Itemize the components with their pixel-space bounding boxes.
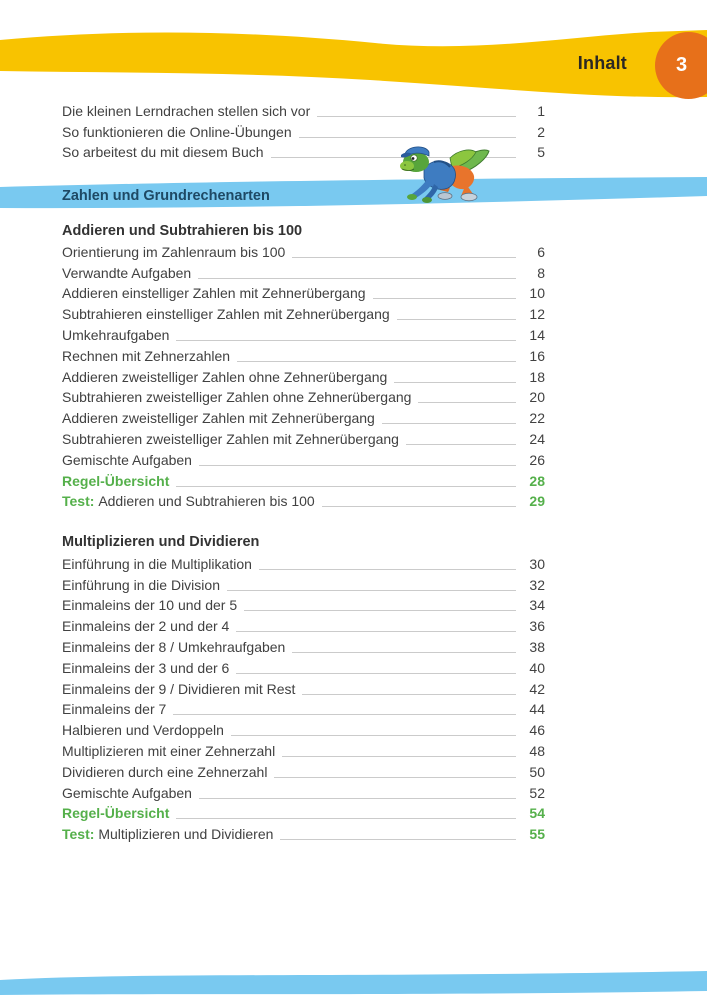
toc-row-page: 50 [529, 763, 545, 780]
toc-row [62, 99, 545, 120]
toc-row [62, 386, 545, 407]
toc-row-page: 20 [529, 389, 545, 406]
page-title: Inhalt [577, 53, 627, 73]
toc-row-page: 38 [529, 638, 545, 655]
section-2-toc-list [62, 552, 545, 843]
section-1-toc-list [62, 240, 545, 510]
toc-row-text: Subtrahieren zweistelliger Zahlen mit Zehnerübergang [62, 430, 399, 447]
toc-row-page: 44 [529, 701, 545, 718]
dotted-leader [176, 818, 516, 819]
toc-row-text: Multiplizieren und Dividieren [98, 826, 274, 843]
toc-row-page: 14 [529, 326, 545, 343]
toc-row-label [62, 805, 169, 822]
dotted-leader [322, 506, 516, 507]
toc-row-text: So arbeitest du mit diesem Buch [62, 144, 264, 161]
toc-row-text: Einführung in die Division [62, 576, 220, 593]
toc-row-label [62, 681, 295, 698]
section-heading: Addieren und Subtrahieren bis 100 [62, 223, 303, 239]
toc-row-page: 40 [529, 659, 545, 676]
toc-row [62, 240, 545, 261]
toc-row [62, 781, 545, 802]
toc-row-text: Addieren einstelliger Zahlen mit Zehnerübergang [62, 285, 366, 302]
dotted-leader [299, 137, 516, 138]
chapter-band-title: Zahlen und Grundrechenarten [62, 188, 270, 204]
toc-row-page: 32 [529, 576, 545, 593]
toc-row-page: 26 [529, 451, 545, 468]
toc-row [62, 469, 545, 490]
toc-row-label [62, 556, 252, 573]
toc-row [62, 698, 545, 719]
toc-row-text: Addieren zweistelliger Zahlen ohne Zehnerübergang [62, 368, 388, 385]
toc-row-label [62, 493, 315, 510]
toc-row-page: 5 [537, 144, 545, 161]
toc-row-label [62, 660, 229, 677]
toc-row-page: 34 [529, 597, 545, 614]
toc-row [62, 656, 545, 677]
dotted-leader [173, 714, 516, 715]
toc-row-page: 30 [529, 555, 545, 572]
toc-row-page: 29 [529, 493, 545, 510]
toc-row [62, 739, 545, 760]
toc-row-text: Gemischte Aufgaben [62, 784, 192, 801]
toc-row-text: Einmaleins der 8 / Umkehraufgaben [62, 638, 286, 655]
toc-row-label [62, 597, 237, 614]
toc-row-label [62, 431, 399, 448]
toc-row [62, 120, 545, 141]
toc-row-text: Addieren zweistelliger Zahlen mit Zehnerübergang [62, 410, 375, 427]
toc-row-label [62, 124, 292, 141]
dotted-leader [292, 652, 516, 653]
toc-row-label [62, 701, 166, 718]
toc-row-prefix: Test: [62, 493, 99, 510]
dotted-leader [199, 798, 516, 799]
toc-row-prefix: Test: [62, 826, 99, 843]
toc-row-label [62, 410, 375, 427]
footer-wave [0, 968, 707, 1000]
toc-row [62, 635, 545, 656]
toc-row-label [62, 103, 310, 120]
toc-row [62, 365, 545, 386]
toc-row-page: 12 [529, 306, 545, 323]
toc-row-text: Addieren und Subtrahieren bis 100 [98, 493, 315, 510]
dotted-leader [406, 444, 516, 445]
toc-row-page: 16 [529, 347, 545, 364]
dotted-leader [282, 756, 516, 757]
toc-row [62, 490, 545, 511]
toc-row-text: Subtrahieren einstelliger Zahlen mit Zehnerübergang [62, 306, 390, 323]
toc-row-label [62, 743, 275, 760]
dotted-leader [244, 610, 516, 611]
toc-row [62, 282, 545, 303]
toc-row-page: 36 [529, 618, 545, 635]
toc-row-text: Subtrahieren zweistelliger Zahlen ohne Zehnerübergang [62, 389, 412, 406]
toc-row-label [62, 389, 411, 406]
toc-row-page: 54 [529, 805, 545, 822]
toc-row-page: 22 [529, 410, 545, 427]
toc-row-text: Umkehraufgaben [62, 326, 170, 343]
page-number: 3 [675, 54, 688, 76]
toc-row-label [62, 639, 285, 656]
dotted-leader [280, 839, 516, 840]
toc-row-text: Rechnen mit Zehnerzahlen [62, 347, 231, 364]
toc-row [62, 344, 545, 365]
toc-row [62, 448, 545, 469]
toc-row-page: 10 [529, 285, 545, 302]
toc-row-text: So funktionieren die Online-Übungen [62, 123, 292, 140]
toc-row-label [62, 785, 192, 802]
toc-row [62, 614, 545, 635]
dotted-leader [236, 673, 516, 674]
dotted-leader [236, 631, 516, 632]
toc-row-page: 52 [529, 784, 545, 801]
toc-row-text: Regel-Übersicht [62, 472, 170, 489]
dotted-leader [176, 486, 516, 487]
toc-row-label [62, 369, 387, 386]
toc-row-text: Einmaleins der 7 [62, 701, 167, 718]
toc-row [62, 718, 545, 739]
toc-row-text: Halbieren und Verdoppeln [62, 722, 224, 739]
dotted-leader [292, 257, 516, 258]
toc-row [62, 594, 545, 615]
toc-row-page: 42 [529, 680, 545, 697]
toc-row-label [62, 285, 366, 302]
dotted-leader [382, 423, 516, 424]
toc-row [62, 802, 545, 823]
dotted-leader [227, 590, 516, 591]
toc-row-label [62, 826, 273, 843]
toc-row-page: 6 [537, 243, 545, 260]
dotted-leader [302, 694, 516, 695]
dotted-leader [176, 340, 516, 341]
toc-row [62, 552, 545, 573]
toc-row-text: Einmaleins der 2 und der 4 [62, 618, 230, 635]
toc-row-page: 48 [529, 742, 545, 759]
toc-row-page: 55 [529, 826, 545, 843]
dotted-leader [274, 777, 516, 778]
toc-row-label [62, 244, 285, 261]
dragon-mascot-icon [400, 140, 492, 206]
dotted-leader [418, 402, 516, 403]
toc-row [62, 427, 545, 448]
toc-row-page: 18 [529, 368, 545, 385]
toc-row-text: Verwandte Aufgaben [62, 264, 192, 281]
toc-row-page: 1 [537, 102, 545, 119]
toc-row [62, 822, 545, 843]
toc-row-text: Dividieren durch eine Zehnerzahl [62, 763, 268, 780]
dotted-leader [394, 382, 516, 383]
toc-row-label [62, 764, 267, 781]
toc-row-label [62, 348, 230, 365]
toc-row-label [62, 618, 229, 635]
dotted-leader [317, 116, 516, 117]
dotted-leader [373, 298, 516, 299]
toc-row-text: Orientierung im Zahlenraum bis 100 [62, 243, 286, 260]
toc-row [62, 302, 545, 323]
toc-row-label [62, 327, 169, 344]
toc-row [62, 261, 545, 282]
dotted-leader [231, 735, 516, 736]
toc-row [62, 406, 545, 427]
toc-row-page: 2 [537, 123, 545, 140]
toc-row-label [62, 144, 264, 161]
toc-row-page: 24 [529, 430, 545, 447]
dotted-leader [259, 569, 516, 570]
toc-row-label [62, 306, 390, 323]
toc-row-page: 28 [529, 472, 545, 489]
toc-row [62, 573, 545, 594]
toc-row-label [62, 722, 224, 739]
section-heading: Multiplizieren und Dividieren [62, 534, 260, 550]
toc-row-label [62, 577, 220, 594]
toc-row-text: Gemischte Aufgaben [62, 451, 192, 468]
toc-row [62, 760, 545, 781]
toc-row-label [62, 452, 192, 469]
toc-row-text: Einmaleins der 10 und der 5 [62, 597, 238, 614]
toc-row-text: Einmaleins der 3 und der 6 [62, 659, 230, 676]
toc-row-text: Multiplizieren mit einer Zehnerzahl [62, 742, 276, 759]
toc-row [62, 323, 545, 344]
dotted-leader [237, 361, 516, 362]
toc-row-text: Einführung in die Multiplikation [62, 555, 252, 572]
toc-row-page: 8 [537, 264, 545, 281]
toc-row [62, 677, 545, 698]
dotted-leader [199, 465, 516, 466]
toc-row-text: Die kleinen Lerndrachen stellen sich vor [62, 102, 311, 119]
dotted-leader [397, 319, 516, 320]
toc-row-text: Einmaleins der 9 / Dividieren mit Rest [62, 680, 296, 697]
toc-row-text: Regel-Übersicht [62, 805, 170, 822]
dotted-leader [198, 278, 516, 279]
toc-row-page: 46 [529, 722, 545, 739]
toc-row-label [62, 473, 169, 490]
toc-row-label [62, 265, 191, 282]
